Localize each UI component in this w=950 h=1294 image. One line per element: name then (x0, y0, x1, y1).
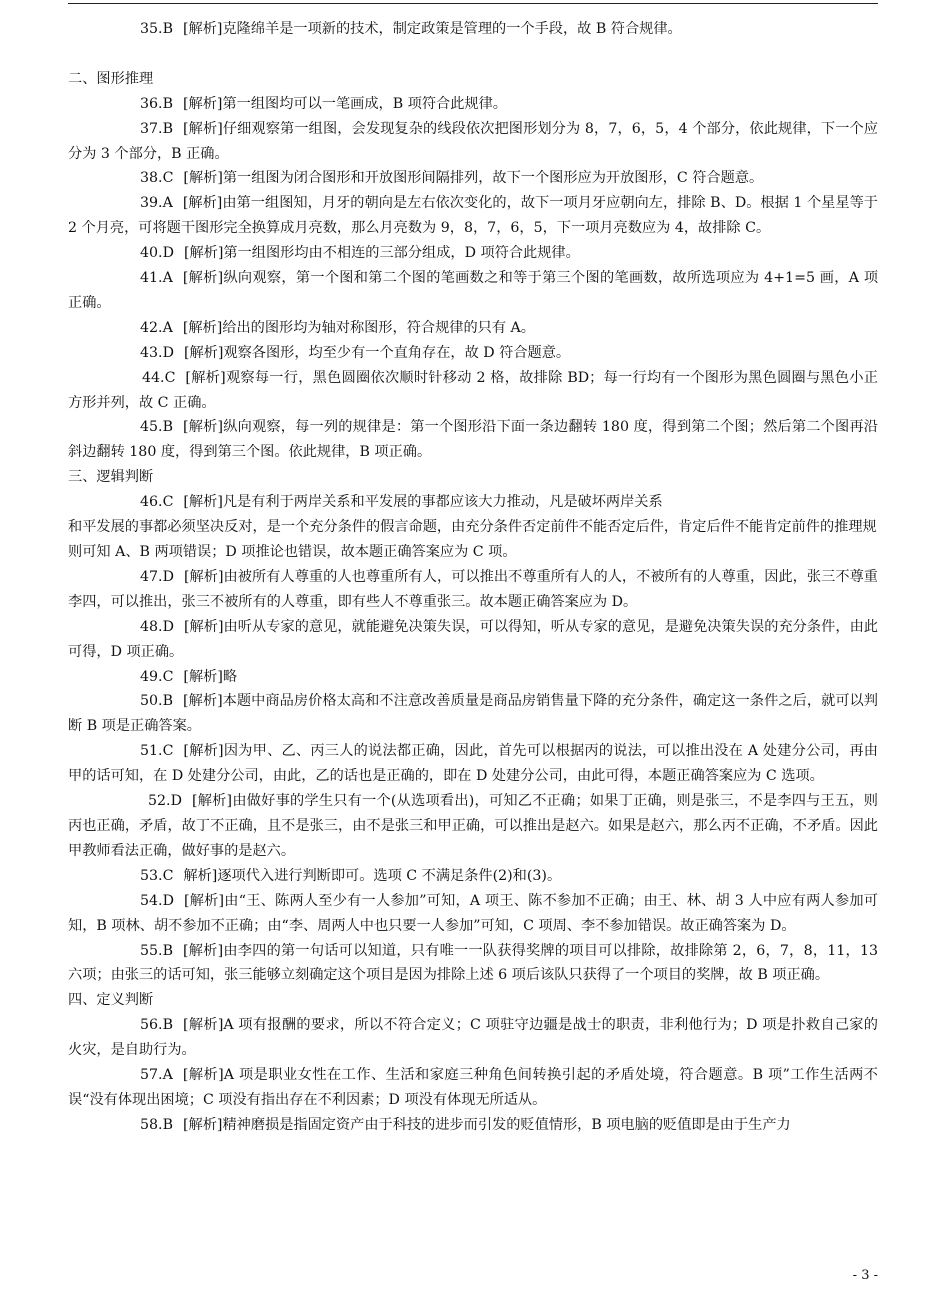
explanation-text: [解析]观察各图形，均至少有一个直角存在，故 D 符合题意。 (183, 344, 571, 361)
explanation-text: [解析]精神磨损是指固定资产由于科技的进步而引发的贬值情形，B 项电脑的贬值即是由于生产力 (183, 1116, 791, 1133)
explanation-text: [解析]第一组图为闭合图形和开放图形间隔排列，故下一个图形应为开放图形，C 符合题意。 (183, 170, 764, 187)
answer-key: 40.D (140, 245, 174, 262)
answer-key: 51.C (140, 743, 174, 760)
blank-line (68, 42, 878, 67)
answer-explanation (68, 565, 878, 615)
explanation-text: [解析]由李四的第一句话可以知道，只有唯一一队获得奖牌的项目可以排除，故排除第 2，6，7，8，11，13 六项；由张三的话可知，张三能够立刻确定这个项目是因为排除上述 6 项后该队只获得了一个项目的奖牌，故 B 项正确。 (68, 942, 878, 984)
answer-explanation (68, 316, 878, 341)
explanation-text: 解析]逐项代入进行判断即可。选项 C 不满足条件(2)和(3)。 (183, 867, 562, 884)
answer-explanation (68, 490, 878, 515)
explanation-text: [解析]因为甲、乙、丙三人的说法都正确，因此，首先可以根据丙的说法，可以推出没在 A 处建分公司，再由甲的话可知，在 D 处建分公司，由此，乙的话也是正确的，即在 D 处建分公司，由此可得，本题正确答案应为 C 选项。 (68, 743, 878, 785)
answer-explanation (68, 939, 878, 989)
answer-key: 50.B (140, 693, 173, 710)
answer-explanation (68, 166, 878, 191)
explanation-text: [解析]A 项是职业女性在工作、生活和家庭三种角色间转换引起的矛盾处境，符合题意。B 项”工作生活两不误“没有体现出困境；C 项没有指出存在不利因素；D 项没有体现无所适从。 (68, 1067, 878, 1108)
answer-explanation (68, 1113, 878, 1138)
explanation-text: [解析]本题中商品房价格太高和不注意改善质量是商品房销售量下降的充分条件，确定这一条件之后，就可以判断 B 项是正确答案。 (68, 693, 878, 735)
section-heading: 二、图形推理 (68, 70, 154, 87)
answer-key: 41.A (140, 270, 173, 287)
explanation-text: [解析]略 (183, 668, 238, 685)
answer-key: 45.B (140, 419, 173, 436)
section-heading: 四、定义判断 (68, 992, 154, 1009)
explanation-text: [解析]纵向观察，每一列的规律是：第一个图形沿下面一条边翻转 180 度，得到第二个图；然后第二个图再沿斜边翻转 180 度，得到第三个图。依此规律，B 项正确。 (68, 419, 878, 461)
answer-explanation (68, 17, 878, 42)
answer-explanation (68, 366, 878, 416)
answer-key: 47.D (140, 568, 174, 585)
answer-key: 36.B (140, 95, 173, 112)
explanation-text: [解析]凡是有利于两岸关系和平发展的事都应该大力推动，凡是破坏两岸关系 (183, 494, 663, 511)
answer-explanation (68, 889, 878, 939)
answer-key: 58.B (140, 1116, 173, 1133)
explanation-text: [解析]克隆绵羊是一项新的技术，制定政策是管理的一个手段，故 B 符合规律。 (183, 21, 682, 37)
answer-explanation (68, 1013, 878, 1063)
answer-key: 37.B (140, 120, 173, 137)
explanation-text: [解析]第一组图形均由不相连的三部分组成，D 项符合此规律。 (183, 245, 580, 262)
answer-key: 43.D (140, 344, 174, 361)
answer-key: 44.C (142, 369, 176, 386)
answer-explanation (68, 615, 878, 665)
explanation-text: [解析]纵向观察，第一个图和第二个图的笔画数之和等于第三个图的笔画数，故所选项应为 4+1=5 画，A 项正确。 (68, 270, 879, 311)
answer-key: 55.B (140, 942, 173, 959)
answer-key: 52.D (148, 793, 182, 810)
answer-key: 39.A (140, 195, 173, 212)
answer-explanation (68, 117, 878, 167)
answer-key: 57.A (140, 1067, 173, 1084)
section-heading: 三、逻辑判断 (68, 469, 154, 486)
answer-key: 53.C (140, 867, 174, 884)
answer-explanation (68, 789, 878, 864)
page-number: - 3 - (852, 1268, 878, 1283)
explanation-text: [解析]由“王、陈两人至少有一人参加”可知，A 项王、陈不参加不正确；由王、林、胡 3 人中应有两人参加可知，B 项林、胡不参加不正确；由“李、周两人中也只要一人参加”可知，C 项周、李不参加错误。故正确答案为 D。 (68, 892, 878, 934)
answer-explanation (68, 1063, 878, 1113)
header-rule (68, 3, 878, 4)
answer-key: 38.C (140, 170, 174, 187)
answer-key: 54.D (140, 892, 174, 909)
answer-key: 42.A (140, 319, 173, 336)
paragraph-continuation: 和平发展的事都必须坚决反对，是一个充分条件的假言命题，由充分条件否定前件不能否定后件，肯定后件不能肯定前件的推理规则可知 A、B 两项错误；D 项推论也错误，故本题正确答案应为 C 项。 (68, 519, 877, 561)
explanation-text: [解析]给出的图形均为轴对称图形，符合规律的只有 A。 (182, 319, 535, 336)
answer-explanation (68, 864, 878, 889)
explanation-text: [解析]由第一组图知，月牙的朝向是左右依次变化的，故下一项月牙应朝向左，排除 B、D。根据 1 个星星等于 2 个月亮，可将题干图形完全换算成月亮数，那么月亮数为 9，8，7，6，5，下一项月亮数应为 4，故排除 C。 (68, 195, 878, 237)
explanation-text: [解析]仔细观察第一组图，会发现复杂的线段依次把图形划分为 8，7，6，5，4 个部分，依此规律，下一个应分为 3 个部分，B 正确。 (68, 120, 878, 162)
answer-explanation (68, 266, 878, 316)
answer-key: 46.C (140, 494, 174, 511)
answer-explanation (68, 92, 878, 117)
answer-explanation (68, 241, 878, 266)
answer-explanation (68, 665, 878, 690)
explanation-text: [解析]第一组图均可以一笔画成，B 项符合此规律。 (183, 95, 507, 112)
explanation-text: [解析]A 项有报酬的要求，所以不符合定义；C 项驻守边疆是战士的职责，非利他行为；D 项是扑救自己家的火灾，是自助行为。 (68, 1017, 878, 1059)
answer-explanation (68, 739, 878, 789)
answer-key: 56.B (140, 1017, 173, 1034)
answer-explanation (68, 689, 878, 739)
document-body (68, 17, 878, 1138)
explanation-text: [解析]由被所有人尊重的人也尊重所有人，可以推出不尊重所有人的人，不被所有的人尊重，因此，张三不尊重李四，可以推出，张三不被所有的人尊重，即有些人不尊重张三。故本题正确答案应为 D。 (68, 568, 878, 610)
explanation-text: [解析]由做好事的学生只有一个(从选项看出)，可知乙不正确；如果丁正确，则是张三，不是李四与王五，则丙也正确，矛盾，故丁不正确，且不是张三，由不是张三和甲正确，可以推出是赵六。如果是赵六，那么丙不正确，不矛盾。因此甲教师看法正确，做好事的是赵六。 (68, 793, 878, 859)
explanation-text: [解析]观察每一行，黑色圆圈依次顺时针移动 2 格，故排除 BD；每一行均有一个图形为黑色圆圈与黑色小正方形并列，故 C 正确。 (68, 369, 878, 411)
answer-explanation (68, 191, 878, 241)
answer-explanation (68, 341, 878, 366)
answer-key: 48.D (140, 618, 174, 635)
answer-key: 49.C (140, 668, 174, 685)
answer-explanation (68, 415, 878, 465)
explanation-text: [解析]由听从专家的意见，就能避免决策失误，可以得知，听从专家的意见，是避免决策失误的充分条件，由此可得，D 项正确。 (68, 618, 878, 660)
answer-key: 35.B (140, 21, 173, 37)
